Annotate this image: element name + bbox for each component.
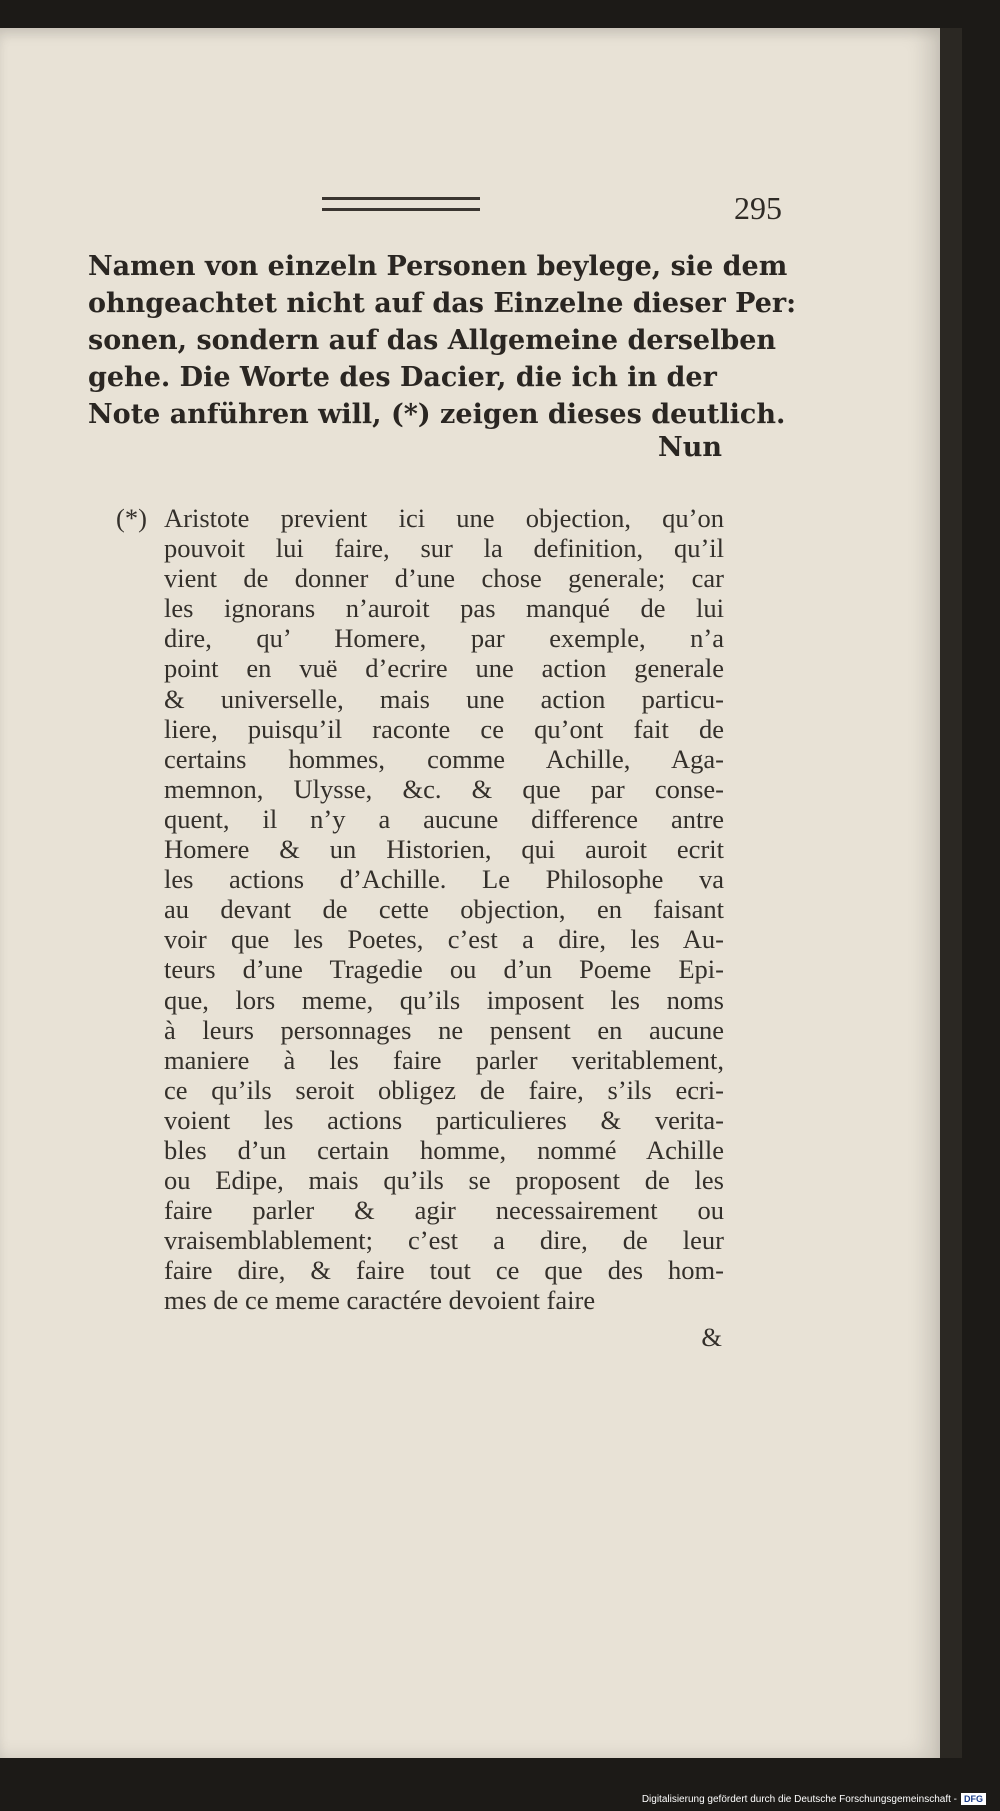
footnote [118,503,724,1316]
footnote-marker: (*) [116,503,147,533]
footnote-catchword: & [701,1322,722,1352]
footnote-line: memnon, Ulysse, &c. & que par conse- [164,773,724,804]
footnote-line: voir que les Poetes, c’est a dire, les Au- [164,924,724,955]
footnote-body [164,503,724,1316]
footnote-line: vient de donner d’une chose generale; car [164,563,724,594]
main-text [88,248,797,433]
main-text-line: gehe. Die Worte des Dacier, die ich in der [88,362,717,393]
footnote-line: point en vuë d’ecrire une action generale [164,653,724,684]
footnote-line: pouvoit lui faire, sur la definition, qu’il [164,533,724,564]
footnote-line: les ignorans n’auroit pas manqué de lui [164,593,724,624]
footnote-line: bles d’un certain homme, nommé Achille [164,1134,724,1165]
footnote-line: ou Edipe, mais qu’ils se proposent de les [164,1165,724,1196]
footnote-line: dire, qu’ Homere, par exemple, n’a [164,623,724,654]
main-text-line: Note anführen will, (*) zeigen dieses deutlich. [88,399,786,430]
footnote-line: certains hommes, comme Achille, Aga- [164,743,724,774]
footnote-line: Homere & un Historien, qui auroit ecrit [164,834,724,865]
main-catchword: Nun [658,432,722,463]
page-edge [940,28,962,1758]
header-rule [322,197,480,211]
footnote-line: que, lors meme, qu’ils imposent les noms [164,984,724,1015]
footnote-line: vraisemblablement; c’est a dire, de leur [164,1225,724,1256]
footnote-line: maniere à les faire parler veritablement, [164,1044,724,1075]
footnote-line: au devant de cette objection, en faisant [164,894,724,925]
footnote-line: les actions d’Achille. Le Philosophe va [164,864,724,895]
footnote-line: à leurs personnages ne pensent en aucune [164,1014,724,1045]
footnote-line: mes de ce meme caractére devoient faire [164,1285,596,1316]
footnote-line: liere, puisqu’il raconte ce qu’ont fait de [164,713,724,744]
dfg-logo: DFG [961,1793,986,1805]
main-text-line: sonen, sondern auf das Allgemeine derselben [88,325,777,356]
footnote-line: quent, il n’y a aucune difference antre [164,803,724,834]
main-text-line: Namen von einzeln Personen beylege, sie dem [88,251,788,282]
footnote-line: & universelle, mais une action particu- [164,683,724,714]
main-text-line: ohngeachtet nicht auf das Einzelne dieser Per: [88,288,797,319]
footnote-line: faire dire, & faire tout ce que des hom- [164,1255,724,1286]
digitization-credit [642,1793,986,1805]
footnote-line: faire parler & agir necessairement ou [164,1195,724,1226]
footnote-line: Aristote previent ici une objection, qu’on [164,503,724,533]
page-number: 295 [734,190,782,226]
digitization-credit-text: Digitalisierung gefördert durch die Deutsche Forschungsgemeinschaft - [641,1793,957,1805]
footnote-line: voient les actions particulieres & verita- [164,1104,724,1135]
footnote-line: teurs d’une Tragedie ou d’un Poeme Epi- [164,954,724,985]
footnote-line: ce qu’ils seroit obligez de faire, s’ils ecri- [164,1074,724,1105]
